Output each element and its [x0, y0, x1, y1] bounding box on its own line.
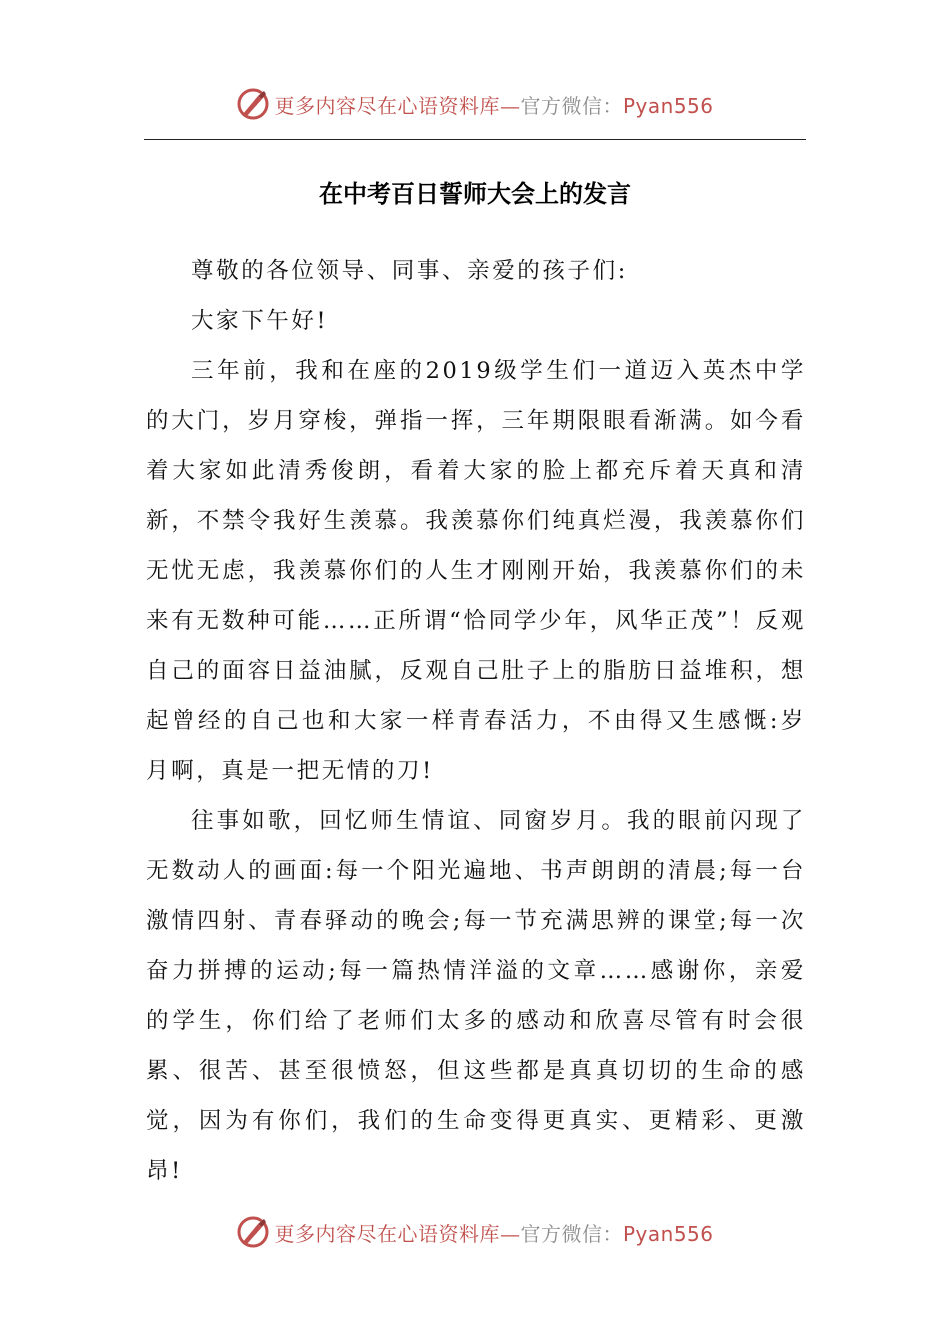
document-title: 在中考百日誓师大会上的发言: [319, 180, 631, 208]
watermark-wechat-id: Pyan556: [622, 1221, 714, 1246]
watermark-wechat-label: 官方微信：: [520, 93, 623, 118]
watermark-site: 更多内容尽在心语资料库: [274, 93, 500, 118]
watermark-text: [274, 90, 713, 119]
greeting-paragraph: 大家下午好!: [191, 308, 329, 334]
document-body: [146, 246, 806, 1196]
body-paragraph: 三年前，我和在座的2019级学生们一道迈入英杰中学的大门，岁月穿梭，弹指一挥，三年期限眼看渐满。如今看着大家如此清秀俊朗，看着大家的脸上都充斥着天真和清新，不禁令我好生羡慕。我羡慕你们纯真烂漫，我羡慕你们无忧无虑，我羡慕你们的人生才刚刚开始，我羡慕你们的未来有无数种可能……正所谓“恰同学少年，风华正茂”！反观自己的面容日益油腻，反观自己肚子上的脂肪日益堆积，想起曾经的自己也和大家一样青春活力，不由得又生感慨:岁月啊，真是一把无情的刀!: [146, 358, 806, 784]
watermark-wechat-label: 官方微信：: [520, 1221, 623, 1246]
pen-logo-icon: [236, 87, 270, 121]
pen-logo-icon: [236, 1215, 270, 1249]
body-paragraph: 往事如歌，回忆师生情谊、同窗岁月。我的眼前闪现了无数动人的画面:每一个阳光遍地、书声朗朗的清晨;每一台激情四射、青春驿动的晚会;每一节充满思辨的课堂;每一次奋力拼搏的运动;每一篇热情洋溢的文章……感谢你，亲爱的学生，你们给了老师们太多的感动和欣喜尽管有时会很累、很苦、甚至很愤怒，但这些都是真真切切的生命的感觉，因为有你们，我们的生命变得更真实、更精彩、更激昂!: [146, 808, 806, 1184]
watermark-wechat-id: Pyan556: [622, 93, 714, 118]
watermark-site: 更多内容尽在心语资料库: [274, 1221, 500, 1246]
header-divider: [144, 139, 806, 140]
header-watermark: [0, 84, 950, 124]
watermark-text: [274, 1218, 713, 1247]
salutation-paragraph: 尊敬的各位领导、同事、亲爱的孩子们:: [191, 258, 628, 284]
footer-watermark: [0, 1212, 950, 1252]
watermark-dash: —: [499, 1221, 521, 1246]
watermark-dash: —: [499, 93, 521, 118]
